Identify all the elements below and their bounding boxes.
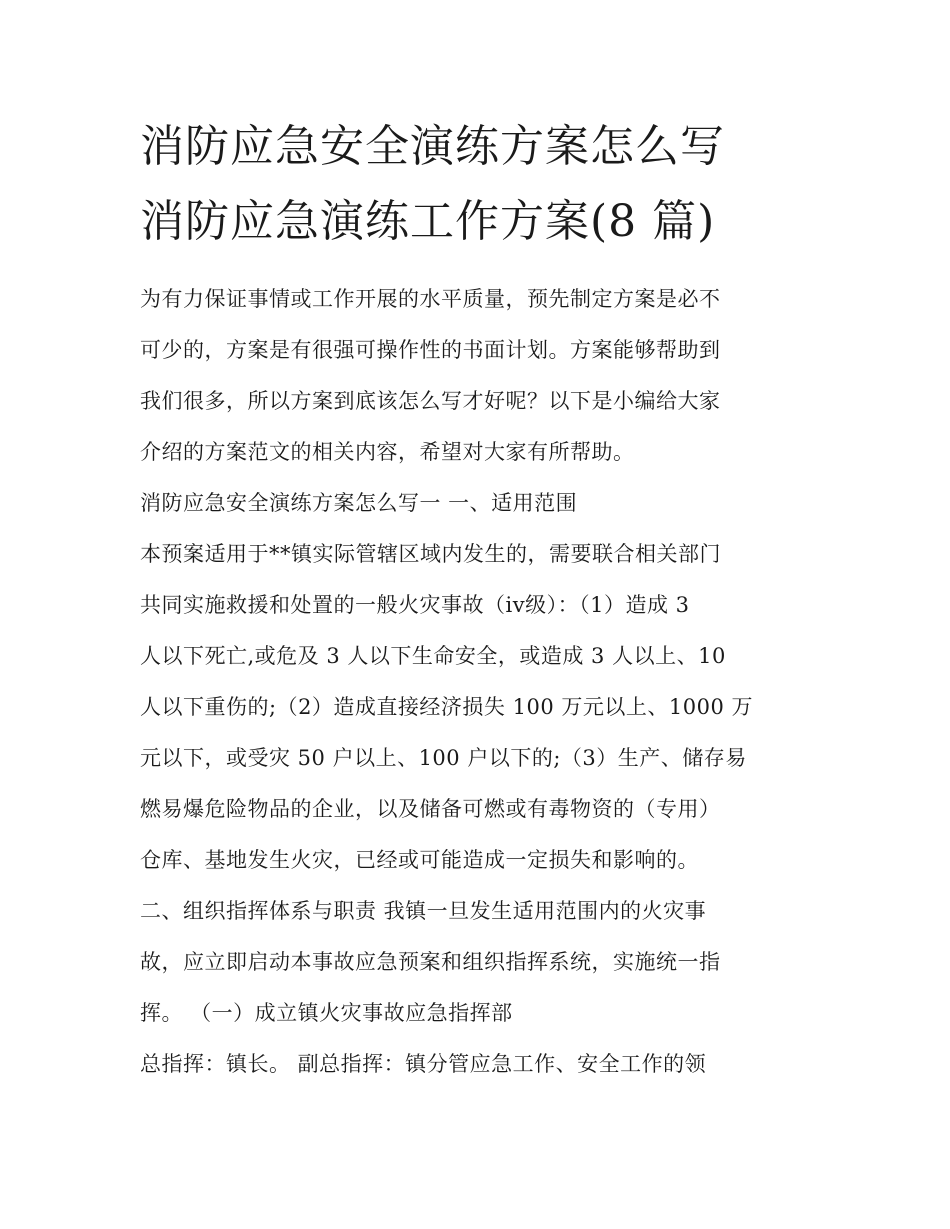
body-line-9: 人以下重伤的;（2）造成直接经济损失 100 万元以上、1000 万 — [140, 695, 753, 719]
section-heading-organization: 二、组织指挥体系与职责 我镇一旦发生适用范围内的火灾事 — [140, 899, 707, 923]
body-line-16: 总指挥：镇长。 副总指挥：镇分管应急工作、安全工作的领 — [140, 1052, 707, 1076]
body-line-10: 元以下，或受灾 50 户以上、100 户以下的;（3）生产、储存易 — [140, 746, 747, 770]
body-line-3: 我们很多，所以方案到底该怎么写才好呢？以下是小编给大家 — [140, 389, 721, 413]
section-heading-scope: 消防应急安全演练方案怎么写一 一、适用范围 — [140, 491, 578, 515]
body-line-1: 为有力保证事情或工作开展的水平质量，预先制定方案是必不 — [140, 287, 721, 311]
body-line-4: 介绍的方案范文的相关内容，希望对大家有所帮助。 — [140, 440, 635, 464]
body-line-14: 故，应立即启动本事故应急预案和组织指挥系统，实施统一指 — [140, 950, 721, 974]
body-line-2: 可少的，方案是有很强可操作性的书面计划。方案能够帮助到 — [140, 338, 721, 362]
document-title-line-2: 消防应急演练工作方案(8 篇) — [140, 196, 716, 247]
body-line-7: 共同实施救援和处置的一般火灾事故（iv级）：（1）造成 3 — [140, 593, 690, 617]
body-line-11: 燃易爆危险物品的企业，以及储备可燃或有毒物资的（专用） — [140, 797, 721, 821]
body-line-12: 仓库、基地发生火灾，已经或可能造成一定损失和影响的。 — [140, 848, 699, 872]
body-line-15: 挥。 （一）成立镇火灾事故应急指挥部 — [140, 1001, 513, 1025]
document-title-line-1: 消防应急安全演练方案怎么写 — [140, 121, 725, 172]
body-line-8: 人以下死亡,或危及 3 人以下生命安全，或造成 3 人以上、10 — [140, 644, 726, 668]
body-line-6: 本预案适用于**镇实际管辖区域内发生的，需要联合相关部门 — [140, 542, 721, 566]
